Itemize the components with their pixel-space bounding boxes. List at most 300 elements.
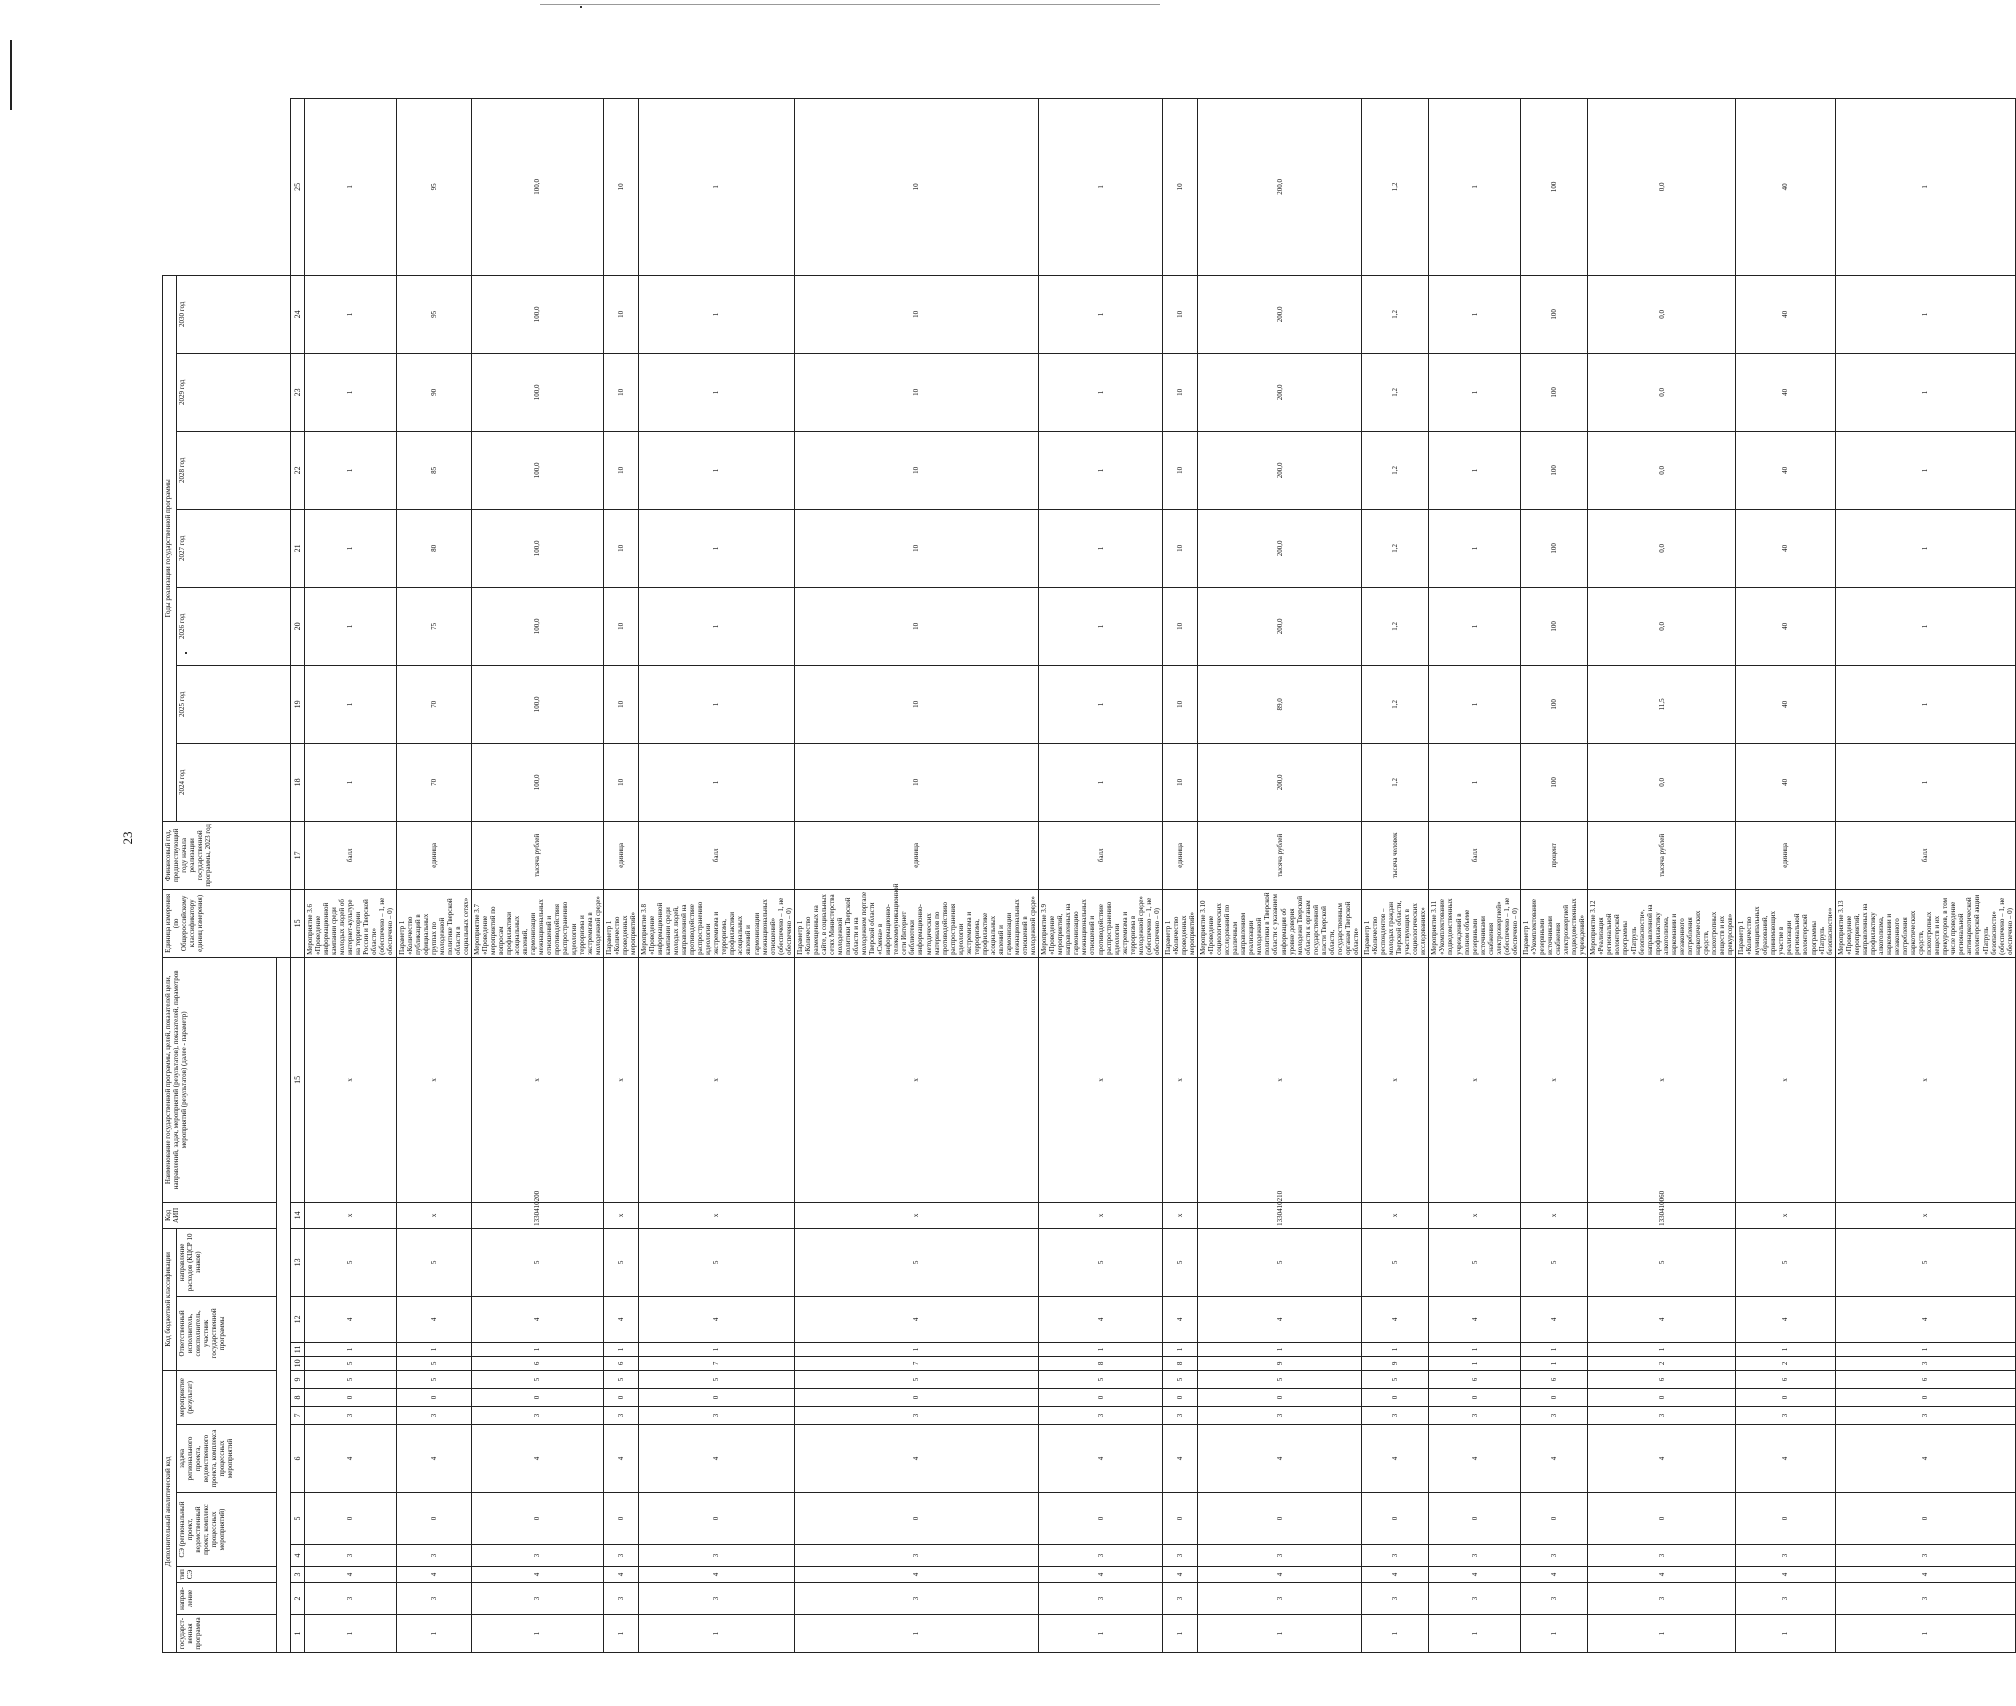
header-event: мероприятие (результат): [177, 1370, 277, 1424]
cell-se: 0: [794, 1493, 1038, 1545]
cell-year-value: 100: [1520, 353, 1587, 431]
cell-se: 0: [638, 1493, 794, 1545]
cell-year-value: 100,0: [471, 275, 603, 353]
cell-program: 1: [1198, 1615, 1362, 1653]
cell-base-year: 200,0: [1198, 743, 1362, 821]
header-year-2026: 2026 год: [177, 587, 291, 665]
cell-task: 4: [471, 1425, 603, 1493]
cell-se: 0: [1429, 1493, 1521, 1545]
cell-executor-3: 5: [1162, 1228, 1197, 1296]
cell-base-year: 100: [1520, 743, 1587, 821]
cell-year-value: 40: [1736, 99, 1836, 276]
cell-base-year: 1: [305, 743, 397, 821]
cell-program: 1: [1039, 1615, 1163, 1653]
col-number: 7: [291, 1407, 305, 1425]
col-number: 19: [291, 665, 305, 743]
cell-task-code: 3: [305, 1407, 397, 1425]
cell-year-value: 200,0: [1198, 353, 1362, 431]
cell-executor-2: 4: [1362, 1296, 1429, 1342]
cell-year-value: 10: [1162, 275, 1197, 353]
cell-base-year: 1,2: [1362, 743, 1429, 821]
cell-event-2: 5: [638, 1370, 794, 1388]
cell-program: 1: [1162, 1615, 1197, 1653]
cell-year-value: 1,2: [1362, 587, 1429, 665]
cell-dummy: 4: [1588, 1567, 1736, 1583]
cell-task: 4: [1736, 1425, 1836, 1493]
cell-executor-2: 4: [1162, 1296, 1197, 1342]
cell-se-type: 3: [638, 1545, 794, 1567]
cell-program: 1: [305, 1615, 397, 1653]
col-number: 13: [291, 1228, 305, 1296]
cell-se-type: 3: [1429, 1545, 1521, 1567]
cell-executor-2: 4: [396, 1296, 471, 1342]
scan-top-rule: [540, 4, 1160, 5]
header-year-2025: 2025 год: [177, 665, 291, 743]
cell-dummy: 4: [471, 1567, 603, 1583]
cell-executor-2: 4: [305, 1296, 397, 1342]
cell-event-3: 2: [1736, 1356, 1836, 1370]
cell-unit: единица: [1736, 821, 1836, 889]
header-direction: направ-ление: [177, 1583, 277, 1615]
col-number: 23: [291, 353, 305, 431]
cell-year-value: 40: [1736, 587, 1836, 665]
cell-se-type: 3: [1835, 1545, 2015, 1567]
cell-executor-1: 1: [1835, 1342, 2015, 1356]
cell-executor-2: 4: [1039, 1296, 1163, 1342]
cell-unit: балл: [305, 821, 397, 889]
header-base-year: Финансовый год, предшествующий году начала реализации государственной программы, 2023 год: [163, 821, 291, 889]
cell-year-value: 1: [1429, 509, 1521, 587]
cell-direction: 3: [1736, 1583, 1836, 1615]
cell-program: 1: [1588, 1615, 1736, 1653]
cell-task-code: 3: [471, 1407, 603, 1425]
cell-event-3: 1: [1429, 1356, 1521, 1370]
cell-name: Мероприятие 3.13 «Проведение мероприятий, направленных на профилактику алкоголизма, наркомании и незаконного потребления наркотических средств, психотропных веществ и их прекурсоров, в том числе проведение региональной антинаркотической волонтерской акции «Патруль безопасности» (обеспечено – 1, не обеспечено – 0): [1835, 889, 2015, 957]
cell-direction: 3: [305, 1583, 397, 1615]
cell-program: 1: [603, 1615, 638, 1653]
col-number: 10: [291, 1356, 305, 1370]
table-row: [1162, 99, 1197, 1653]
cell-unit: балл: [1039, 821, 1163, 889]
cell-se-type: 3: [1588, 1545, 1736, 1567]
scan-dot: [580, 6, 582, 8]
cell-year-value: 1: [638, 509, 794, 587]
cell-event-1: 0: [638, 1389, 794, 1407]
cell-executor-3: 5: [794, 1228, 1038, 1296]
cell-name: Параметр 1 «Количество респондентов – молодых граждан Тверской области, участвующих в социологических исследованиях»: [1362, 889, 1429, 957]
cell-name: Параметр 1 «Количество муниципальных образований, принимающих участие в реализации региональной волонтерской программы «Патруль безопасности»»: [1736, 889, 1836, 957]
cell-event-2: 5: [396, 1370, 471, 1388]
cell-event-2: 6: [1588, 1370, 1736, 1388]
col-number: 3: [291, 1567, 305, 1583]
cell-se: 0: [1520, 1493, 1587, 1545]
cell-executor-1: 1: [471, 1342, 603, 1356]
cell-aip: х: [1162, 957, 1197, 1202]
cell-year-value: 40: [1736, 353, 1836, 431]
cell-expense-code: х: [1429, 1202, 1521, 1228]
cell-event-3: 7: [794, 1356, 1038, 1370]
cell-year-value: 1: [1039, 99, 1163, 276]
cell-year-value: 1: [305, 587, 397, 665]
cell-year-value: 200,0: [1198, 99, 1362, 276]
cell-year-value: 100,0: [471, 665, 603, 743]
cell-unit: балл: [638, 821, 794, 889]
cell-aip: х: [794, 957, 1038, 1202]
cell-event-1: 0: [1362, 1389, 1429, 1407]
cell-year-value: 89,0: [1198, 665, 1362, 743]
cell-se: 0: [1835, 1493, 2015, 1545]
cell-dummy: 4: [396, 1567, 471, 1583]
cell-task-code: 3: [1736, 1407, 1836, 1425]
cell-se: 0: [305, 1493, 397, 1545]
cell-program: 1: [794, 1615, 1038, 1653]
col-number: 2: [291, 1583, 305, 1615]
cell-year-value: 1,2: [1362, 665, 1429, 743]
cell-base-year: 10: [603, 743, 638, 821]
cell-se-type: 3: [1039, 1545, 1163, 1567]
cell-se-type: 3: [1198, 1545, 1362, 1567]
cell-year-value: 100,0: [471, 431, 603, 509]
cell-year-value: 10: [794, 353, 1038, 431]
table-row: [638, 99, 794, 1653]
cell-executor-1: 1: [794, 1342, 1038, 1356]
cell-year-value: 10: [1162, 665, 1197, 743]
cell-task-code: 3: [1429, 1407, 1521, 1425]
cell-se: 0: [396, 1493, 471, 1545]
cell-event-2: 6: [1520, 1370, 1587, 1388]
cell-expense-code: 1330410200: [471, 1202, 603, 1228]
cell-year-value: 1,2: [1362, 275, 1429, 353]
cell-year-value: 0,0: [1588, 509, 1736, 587]
cell-se-type: 3: [1520, 1545, 1587, 1567]
cell-year-value: 200,0: [1198, 509, 1362, 587]
col-number: 20: [291, 587, 305, 665]
cell-dummy: 4: [1429, 1567, 1521, 1583]
cell-year-value: 90: [396, 353, 471, 431]
cell-se-type: 3: [471, 1545, 603, 1567]
cell-unit: балл: [1429, 821, 1521, 889]
cell-year-value: 1: [305, 275, 397, 353]
cell-executor-1: 1: [1362, 1342, 1429, 1356]
cell-event-2: 5: [794, 1370, 1038, 1388]
cell-year-value: 10: [603, 353, 638, 431]
cell-expense-code: х: [1520, 1202, 1587, 1228]
cell-base-year: 70: [396, 743, 471, 821]
cell-direction: 3: [603, 1583, 638, 1615]
cell-event-1: 0: [1588, 1389, 1736, 1407]
cell-executor-1: 1: [1429, 1342, 1521, 1356]
cell-se-type: 3: [794, 1545, 1038, 1567]
cell-executor-1: 1: [1198, 1342, 1362, 1356]
cell-unit: единица: [794, 821, 1038, 889]
cell-year-value: 10: [603, 99, 638, 276]
cell-executor-1: 1: [1039, 1342, 1163, 1356]
cell-year-value: 1: [305, 509, 397, 587]
cell-base-year: 100,0: [471, 743, 603, 821]
cell-expense-code: х: [1162, 1202, 1197, 1228]
cell-task: 4: [1520, 1425, 1587, 1493]
cell-dummy: 4: [1520, 1567, 1587, 1583]
cell-event-1: 0: [1198, 1389, 1362, 1407]
cell-year-value: 40: [1736, 431, 1836, 509]
col-number: 1: [291, 1615, 305, 1653]
cell-base-year: 1: [1039, 743, 1163, 821]
cell-executor-1: 1: [1520, 1342, 1587, 1356]
cell-aip: х: [1520, 957, 1587, 1202]
cell-year-value: 10: [794, 665, 1038, 743]
cell-year-value: 10: [1162, 353, 1197, 431]
cell-year-value: 1: [638, 353, 794, 431]
cell-event-3: 3: [1835, 1356, 2015, 1370]
cell-executor-3: 5: [1362, 1228, 1429, 1296]
scan-edge-mark: [10, 40, 12, 110]
cell-year-value: 10: [603, 431, 638, 509]
table-row: [396, 99, 471, 1653]
col-number: 14: [291, 1202, 305, 1228]
cell-event-3: 9: [1198, 1356, 1362, 1370]
cell-task: 4: [1198, 1425, 1362, 1493]
cell-executor-3: 5: [1588, 1228, 1736, 1296]
cell-direction: 3: [471, 1583, 603, 1615]
cell-se-type: 3: [603, 1545, 638, 1567]
cell-year-value: 1: [638, 587, 794, 665]
cell-executor-2: 4: [1429, 1296, 1521, 1342]
cell-year-value: 40: [1736, 275, 1836, 353]
header-program: государст-венная программа: [177, 1615, 277, 1653]
cell-task-code: 3: [794, 1407, 1038, 1425]
cell-year-value: 10: [1162, 587, 1197, 665]
cell-year-value: 1: [1429, 353, 1521, 431]
cell-direction: 3: [1198, 1583, 1362, 1615]
cell-direction: 3: [1835, 1583, 2015, 1615]
cell-year-value: 1: [305, 665, 397, 743]
cell-year-value: 10: [1162, 509, 1197, 587]
cell-unit: тысяча человек: [1362, 821, 1429, 889]
cell-aip: х: [1736, 957, 1836, 1202]
cell-year-value: 1: [1835, 275, 2015, 353]
cell-year-value: 100,0: [471, 587, 603, 665]
cell-expense-code: х: [794, 1202, 1038, 1228]
header-aip: Код АИП: [163, 1202, 277, 1228]
cell-se: 0: [1162, 1493, 1197, 1545]
cell-executor-3: 5: [1198, 1228, 1362, 1296]
cell-year-value: 1: [1039, 431, 1163, 509]
cell-event-3: 8: [1162, 1356, 1197, 1370]
header-task: задача регионального проекта, ведомственного проекта, комплекса процессных мероприятий: [177, 1425, 277, 1493]
cell-event-2: 5: [1039, 1370, 1163, 1388]
cell-task-code: 3: [638, 1407, 794, 1425]
cell-expense-code: 1330410210: [1198, 1202, 1362, 1228]
cell-aip: х: [1198, 957, 1362, 1202]
cell-aip: х: [471, 957, 603, 1202]
col-number: 21: [291, 509, 305, 587]
cell-event-3: 8: [1039, 1356, 1163, 1370]
cell-task: 4: [794, 1425, 1038, 1493]
cell-year-value: 1: [1835, 665, 2015, 743]
cell-executor-3: 5: [1039, 1228, 1163, 1296]
cell-year-value: 0,0: [1588, 353, 1736, 431]
cell-year-value: 10: [794, 99, 1038, 276]
cell-event-1: 0: [396, 1389, 471, 1407]
cell-task: 4: [396, 1425, 471, 1493]
cell-dummy: 4: [1835, 1567, 2015, 1583]
cell-dummy: 4: [305, 1567, 397, 1583]
cell-event-3: 9: [1362, 1356, 1429, 1370]
cell-executor-1: 1: [1588, 1342, 1736, 1356]
cell-aip: х: [603, 957, 638, 1202]
cell-se: 0: [471, 1493, 603, 1545]
cell-year-value: 1: [1039, 353, 1163, 431]
cell-year-value: 100: [1520, 509, 1587, 587]
cell-unit: балл: [1835, 821, 2015, 889]
cell-event-1: 0: [1835, 1389, 2015, 1407]
rotated-table-container: [162, 98, 2014, 1653]
cell-task: 4: [1429, 1425, 1521, 1493]
header-se: СЭ (региональный проект, ведомственный проект, комплекс процессных мероприятий): [177, 1493, 277, 1567]
cell-year-value: 1: [638, 275, 794, 353]
cell-executor-2: 4: [471, 1296, 603, 1342]
cell-year-value: 10: [794, 431, 1038, 509]
header-years: Годы реализации государственной программы: [163, 275, 177, 821]
header-executor: Ответственный исполнитель, соисполнитель, участник государственной программы: [177, 1296, 277, 1370]
cell-event-2: 5: [603, 1370, 638, 1388]
col-number: 17: [291, 821, 305, 889]
cell-task: 4: [638, 1425, 794, 1493]
header-additional-code: Дополнительный аналитический код: [163, 1370, 177, 1652]
cell-year-value: 75: [396, 587, 471, 665]
cell-year-value: 1: [305, 431, 397, 509]
col-number: 24: [291, 275, 305, 353]
cell-task: 4: [1039, 1425, 1163, 1493]
cell-direction: 3: [1429, 1583, 1521, 1615]
cell-year-value: 95: [396, 99, 471, 276]
cell-year-value: 100,0: [471, 353, 603, 431]
cell-direction: 3: [396, 1583, 471, 1615]
page-number: 23: [120, 831, 135, 845]
cell-executor-2: 4: [1520, 1296, 1587, 1342]
cell-unit: тысяча рублей: [471, 821, 603, 889]
cell-year-value: 1: [1429, 665, 1521, 743]
cell-executor-2: 4: [1736, 1296, 1836, 1342]
cell-aip: х: [305, 957, 397, 1202]
cell-executor-2: 4: [794, 1296, 1038, 1342]
cell-program: 1: [1429, 1615, 1521, 1653]
cell-dummy: 4: [1736, 1567, 1836, 1583]
cell-task: 4: [1362, 1425, 1429, 1493]
column-numbers-row: [291, 99, 305, 1653]
cell-year-value: 85: [396, 431, 471, 509]
cell-year-value: 200,0: [1198, 275, 1362, 353]
cell-program: 1: [638, 1615, 794, 1653]
cell-task-code: 3: [1588, 1407, 1736, 1425]
cell-aip: х: [396, 957, 471, 1202]
cell-program: 1: [1520, 1615, 1587, 1653]
cell-se-type: 3: [1736, 1545, 1836, 1567]
table-row: [1520, 99, 1587, 1653]
cell-year-value: 1: [638, 431, 794, 509]
cell-year-value: 1: [638, 665, 794, 743]
cell-year-value: 40: [1736, 665, 1836, 743]
cell-task-code: 3: [1162, 1407, 1197, 1425]
cell-year-value: 1: [1835, 99, 2015, 276]
cell-year-value: 10: [1162, 99, 1197, 276]
cell-name: Мероприятие 3.8 «Проведение информационной кампании среди молодых людей, направленной на противодействие распространению идеологии экстремизма и терроризма, профилактики асоциальных явлений и гармонизации межнациональных отношений» (обеспечено – 1, не обеспечено – 0): [638, 889, 794, 957]
cell-name: Мероприятие 3.6 «Проведение информационной кампании среди молодых людей об интернет-культуре на территории России и Тверской области» (обеспечено – 1, не обеспечено – 0): [305, 889, 397, 957]
col-number: 15: [291, 889, 305, 957]
cell-name: Мероприятие 3.9 «Проведение мероприятий, направленных на гармонизацию межнациональных отношений и противодействие распространению идеологии экстремизма и терроризма в молодежной среде» (обеспечено – 1, не обеспечено – 0): [1039, 889, 1163, 957]
cell-expense-code: х: [305, 1202, 397, 1228]
cell-executor-3: 5: [305, 1228, 397, 1296]
cell-dummy: 4: [794, 1567, 1038, 1583]
cell-event-1: 0: [794, 1389, 1038, 1407]
cell-name: Параметр 1 «Количество проведенных мероприятий»: [603, 889, 638, 957]
cell-year-value: 80: [396, 509, 471, 587]
cell-year-value: 95: [396, 275, 471, 353]
header-name: Наименование государственной программы, целей, показателей цели, направлений, задач, мероприятий (результатов), показателей, параметров мероприятий (результатов) (далее - параметр): [163, 957, 277, 1202]
cell-program: 1: [1835, 1615, 2015, 1653]
cell-year-value: 10: [603, 587, 638, 665]
cell-task: 4: [603, 1425, 638, 1493]
cell-expense-code: 1330410060: [1588, 1202, 1736, 1228]
cell-se: 0: [1198, 1493, 1362, 1545]
header-unit: Единица измерения (по Общероссийскому классификатору единиц измерения): [163, 889, 291, 957]
table-row: [1835, 99, 2015, 1653]
cell-aip: х: [1429, 957, 1521, 1202]
cell-year-value: 10: [1162, 431, 1197, 509]
cell-dummy: 4: [603, 1567, 638, 1583]
cell-aip: х: [1835, 957, 2015, 1202]
cell-year-value: 1: [1835, 431, 2015, 509]
cell-year-value: 1: [1429, 99, 1521, 276]
col-number: 8: [291, 1389, 305, 1407]
cell-event-1: 0: [1520, 1389, 1587, 1407]
cell-event-3: 2: [1588, 1356, 1736, 1370]
cell-se: 0: [1736, 1493, 1836, 1545]
cell-executor-2: 4: [1835, 1296, 2015, 1342]
cell-executor-1: 1: [396, 1342, 471, 1356]
cell-se: 0: [1362, 1493, 1429, 1545]
header-year-2027: 2027 год: [177, 509, 291, 587]
cell-event-3: 1: [1520, 1356, 1587, 1370]
cell-year-value: 11,5: [1588, 665, 1736, 743]
cell-year-value: 1,2: [1362, 509, 1429, 587]
header-year-2030: 2030 год: [177, 275, 291, 353]
cell-year-value: 1: [638, 99, 794, 276]
cell-event-3: 7: [638, 1356, 794, 1370]
cell-aip: х: [1588, 957, 1736, 1202]
cell-aip: х: [1362, 957, 1429, 1202]
cell-executor-3: 5: [1835, 1228, 2015, 1296]
program-table: [162, 98, 2016, 1653]
cell-event-1: 0: [471, 1389, 603, 1407]
cell-event-3: 5: [305, 1356, 397, 1370]
cell-program: 1: [1362, 1615, 1429, 1653]
cell-year-value: 1: [1835, 587, 2015, 665]
cell-aip: х: [638, 957, 794, 1202]
cell-event-2: 5: [305, 1370, 397, 1388]
col-number: 4: [291, 1545, 305, 1567]
col-number: 25: [291, 99, 305, 276]
cell-expense-code: х: [1736, 1202, 1836, 1228]
cell-executor-3: 5: [471, 1228, 603, 1296]
cell-event-2: 5: [1162, 1370, 1197, 1388]
cell-direction: 3: [1039, 1583, 1163, 1615]
col-number: 22: [291, 431, 305, 509]
header-year-2028: 2028 год: [177, 431, 291, 509]
table-row: [794, 99, 1038, 1653]
cell-year-value: 1: [1039, 665, 1163, 743]
cell-direction: 3: [794, 1583, 1038, 1615]
